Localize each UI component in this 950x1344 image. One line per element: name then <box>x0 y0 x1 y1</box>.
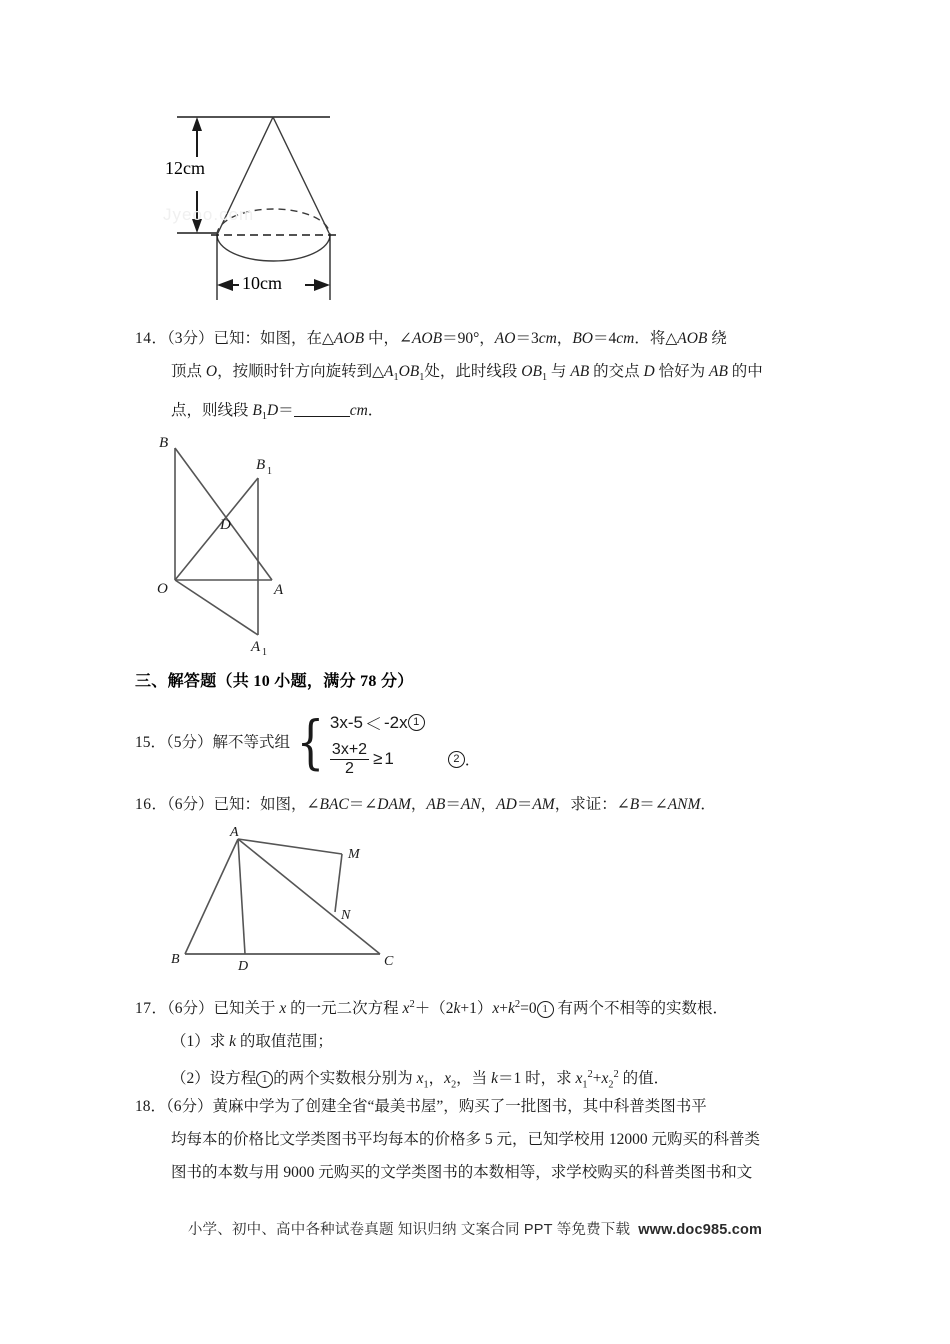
svg-text:N: N <box>341 908 351 923</box>
q18-line-3: 图书的本数与用 9000 元购买的文学类图书的本数相等，求学校购买的科普类图书和文 <box>171 1164 753 1181</box>
svg-text:O: O <box>157 581 168 597</box>
ineq1-marker: 1 <box>408 714 425 731</box>
svg-text:B: B <box>159 435 169 451</box>
ineq1-lhs: 3x-5 <box>329 712 363 732</box>
question-17 <box>135 988 825 1101</box>
q14-line-1: 14．（3分）已知：如图，在△AOB 中，∠AOB＝90°，AO＝3cm，BO＝4cm．将△AOB 绕 <box>135 330 727 347</box>
footer-url: www.doc985.com <box>638 1222 763 1238</box>
q17-line-1: 17．（6分）已知关于 x 的一元二次方程 $x^2+(2k+1)x+k^2=0$ 1 有两个不相等的实数根． <box>135 999 729 1018</box>
svg-text:D: D <box>220 517 231 533</box>
fraction-denominator: 2 <box>330 759 369 778</box>
inequality-1 <box>330 706 480 739</box>
footer-text: 小学、初中、高中各种试卷真题 知识归纳 文案合同 PPT 等免费下载 <box>187 1222 631 1238</box>
svg-text:M: M <box>348 847 360 862</box>
ineq2-marker: 2 <box>448 751 465 768</box>
q18-line-2: 均每本的价格比文学类图书平均每本的价格多 5 元，已知学校用 12000 元购买的科普类 <box>171 1131 761 1148</box>
q17-eq-marker: 1 <box>537 1001 554 1018</box>
cone-diameter-label: 10cm <box>239 273 285 294</box>
cone-figure <box>165 95 385 310</box>
q17-line-3: （2）设方程 1 的两个实数根分别为 $x_1$，$x_2$，当 k＝1 时，求 $x_1^2+x_2^2$ 的值． <box>171 1069 670 1091</box>
svg-text:A: A <box>274 582 284 598</box>
question-15 <box>135 706 480 779</box>
q16-line-1: 16．（6分）已知：如图，∠BAC＝∠DAM，AB＝AN，AD＝AM，求证：∠B＝∠ANM． <box>135 796 716 813</box>
ineq2-rhs: 1 <box>384 749 394 768</box>
ineq1-rhs: -2x <box>384 712 408 732</box>
svg-text:D: D <box>238 959 249 972</box>
q17-line-2: （1）求 k 的取值范围； <box>171 1033 333 1051</box>
q15-row <box>135 706 480 779</box>
section-heading: 三、解答题（共 10 小题，满分 78 分） <box>135 673 414 690</box>
figure-watermark: Jyeoo.com <box>163 205 255 224</box>
svg-text:A: A <box>251 639 261 655</box>
ineq1-relation: ＜ <box>365 715 382 734</box>
q16-triangle-figure <box>160 824 420 972</box>
system-brace: { <box>296 707 325 776</box>
question-18 <box>135 1090 825 1189</box>
q15-trailing: ． <box>464 751 480 769</box>
svg-text:1: 1 <box>262 647 267 655</box>
q14-svg <box>150 430 330 655</box>
answer-blank <box>294 402 350 417</box>
question-14 <box>135 322 825 433</box>
svg-text:C: C <box>384 954 394 969</box>
q15-lead: 15．（5分）解不等式组 <box>135 734 291 751</box>
footer-watermark <box>0 1218 950 1239</box>
q18-line-1: 18．（6分）黄麻中学为了创建全省“最美书屋”，购买了一批图书，其中科普类图书平 <box>135 1098 707 1115</box>
inequality-system <box>330 706 480 779</box>
q14-line-3: 点，则线段 $B_1D=$ cm． <box>171 402 384 423</box>
q14-line-2: 顶点 O，按顺时针方向旋转到$\triangle A_1OB_1$处，此时线段 $OB_1$ 与 AB 的交点 D 恰好为 AB 的中 <box>171 363 763 384</box>
svg-text:B: B <box>256 457 266 473</box>
cone-height-label: 12cm <box>165 158 205 178</box>
fraction <box>330 741 369 778</box>
q14-rotation-figure <box>150 430 330 655</box>
q16-svg <box>160 824 420 972</box>
svg-text:B: B <box>171 952 180 967</box>
ineq2-relation: ≥ <box>373 749 383 768</box>
svg-text:1: 1 <box>267 466 272 477</box>
question-16 <box>135 788 825 821</box>
fraction-numerator: 3x+2 <box>331 740 368 758</box>
q17-eq-marker-2: 1 <box>256 1071 273 1088</box>
inequality-2 <box>330 739 480 779</box>
svg-text:A: A <box>230 825 239 840</box>
